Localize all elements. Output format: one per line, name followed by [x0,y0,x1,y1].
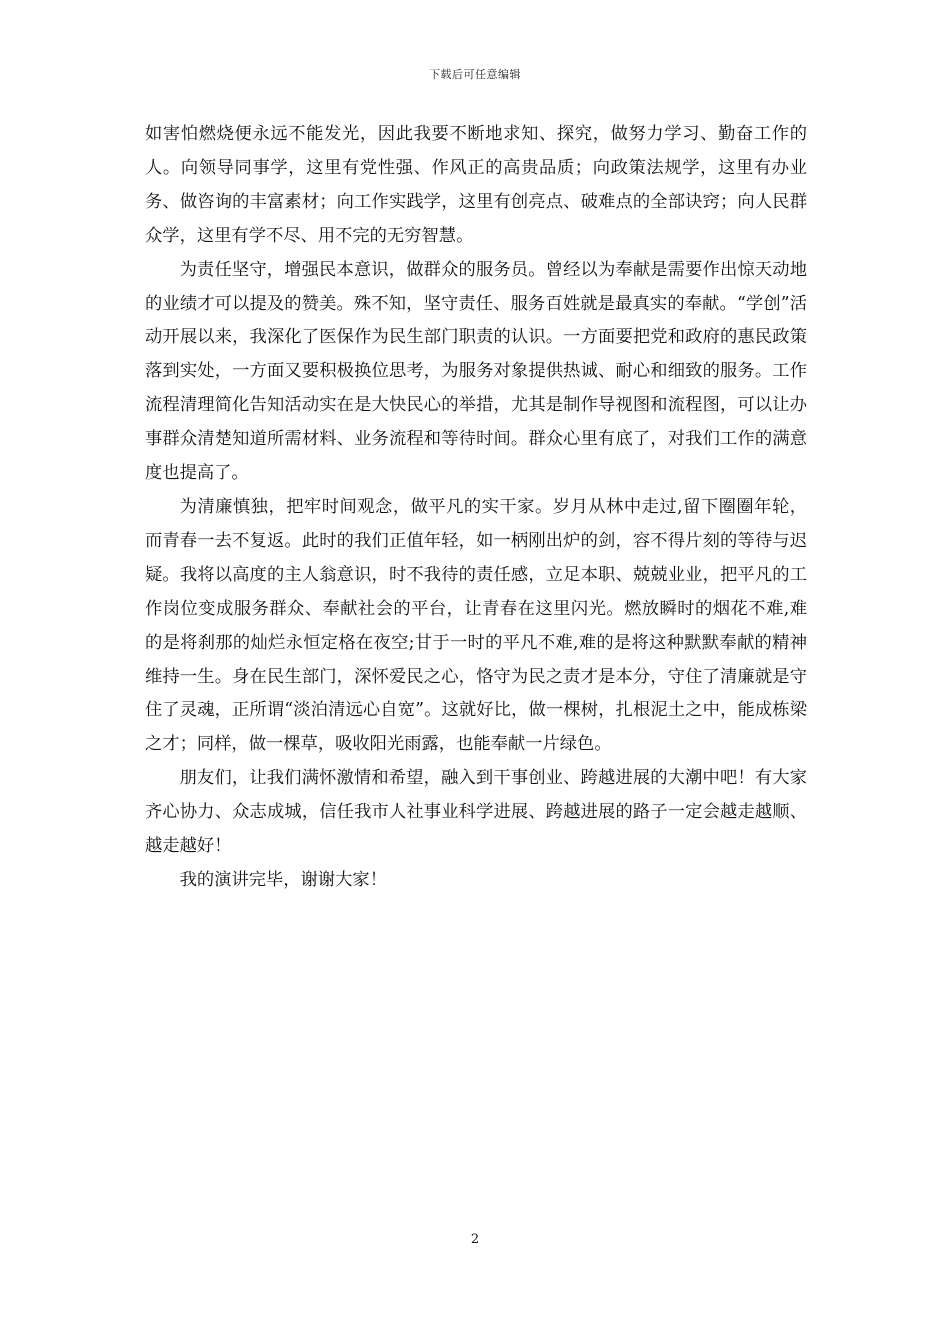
paragraph-2: 为责任坚守，增强民本意识，做群众的服务员。曾经以为奉献是需要作出惊天动地的业绩才可以提及的赞美。殊不知，坚守责任、服务百姓就是最真实的奉献。“学创”活动开展以来，我深化了医保作为民生部门职责的认识。一方面要把党和政府的惠民政策落到实处，一方面又要积极换位思考，为服务对象提供热诚、耐心和细致的服务。工作流程清理简化告知活动实在是大快民心的举措，尤其是制作导视图和流程图，可以让办事群众清楚知道所需材料、业务流程和等待时间。群众心里有底了，对我们工作的满意度也提高了。 [145,259,807,484]
page-number: 2 [470,1232,480,1247]
paragraph-4: 朋友们，让我们满怀激情和希望，融入到干事创业、跨越进展的大潮中吧！有大家齐心协力、众志成城，信任我市人社事业科学进展、跨越进展的路子一定会越走越顺、越走越好！ [145,768,807,857]
paragraph-5: 我的演讲完毕，谢谢大家！ [179,869,387,890]
page-header: 下载后可任意编辑 [429,68,521,81]
paragraph-3: 为清廉慎独，把牢时间观念，做平凡的实干家。岁月从林中走过,留下圈圈年轮，而青春一去不复返。此时的我们正值年轻，如一柄刚出炉的剑，容不得片刻的等待与迟疑。我将以高度的主人翁意识，时不我待的责任感，立足本职、兢兢业业，把平凡的工作岗位变成服务群众、奉献社会的平台，让青春在这里闪光。燃放瞬时的烟花不难,难的是将刹那的灿烂永恒定格在夜空;甘于一时的平凡不难,难的是将这种默默奉献的精神维持一生。身在民生部门，深怀爱民之心，恪守为民之责才是本分，守住了清廉就是守住了灵魂，正所谓“淡泊清远心自宽”。这就好比，做一棵树，扎根泥土之中，能成栋梁之才；同样，做一棵草，吸收阳光雨露，也能奉献一片绿色。 [145,496,807,755]
document-body [145,118,807,898]
paragraph-1: 如害怕燃烧便永远不能发光，因此我要不断地求知、探究，做努力学习、勤奋工作的人。向领导同事学，这里有党性强、作风正的高贵品质；向政策法规学，这里有办业务、做咨询的丰富素材；向工作实践学，这里有创亮点、破难点的全部诀窍；向人民群众学，这里有学不尽、用不完的无穷智慧。 [145,124,807,246]
